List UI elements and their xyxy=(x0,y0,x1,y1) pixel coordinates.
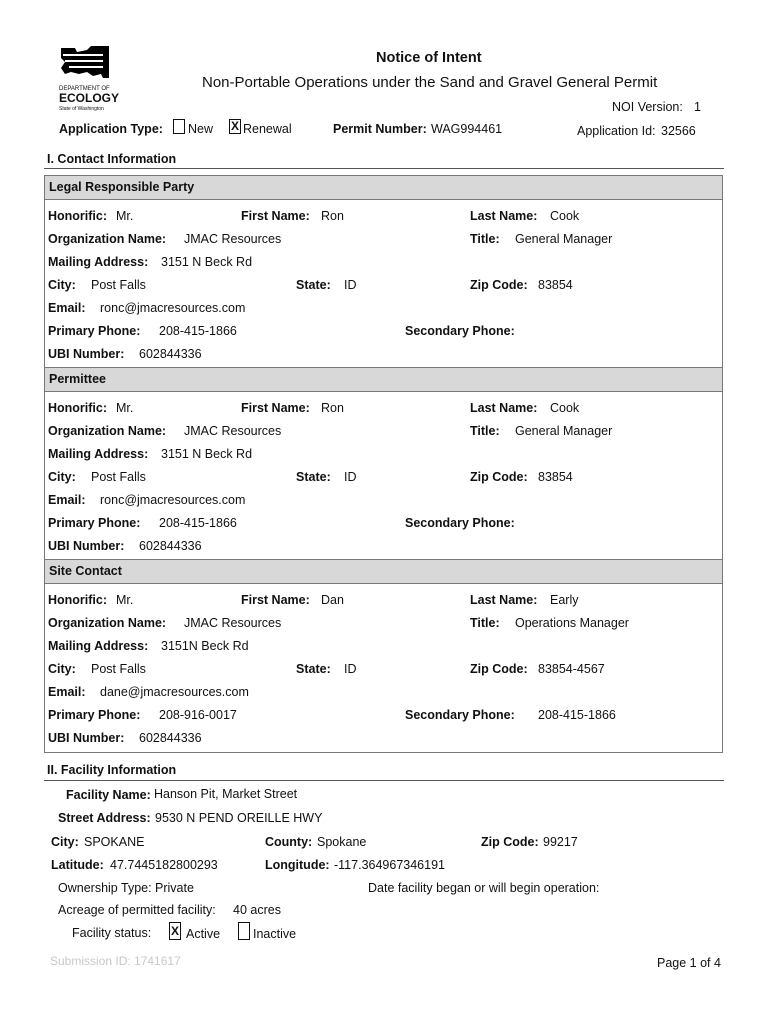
primary-phone-label: Primary Phone: xyxy=(48,516,141,530)
contact-block-permittee xyxy=(44,367,723,560)
ubi-label: UBI Number: xyxy=(48,347,125,361)
application-type-label: Application Type: xyxy=(59,122,163,136)
first-name-label: First Name: xyxy=(241,209,310,223)
acreage-label: Acreage of permitted facility: xyxy=(58,903,216,917)
noi-version-value: 1 xyxy=(694,100,701,114)
primary-phone-value: 208-415-1866 xyxy=(159,516,237,530)
application-id-value: 32566 xyxy=(661,124,696,138)
permit-number-value: WAG994461 xyxy=(431,122,503,136)
ubi-value: 602844336 xyxy=(139,539,202,553)
type-new-checkbox[interactable] xyxy=(173,119,185,134)
document-title: Notice of Intent xyxy=(376,50,482,66)
state-label: State: xyxy=(296,662,331,676)
mailing-label: Mailing Address: xyxy=(48,447,149,461)
email-label: Email: xyxy=(48,685,86,699)
primary-phone-value: 208-415-1866 xyxy=(159,324,237,338)
county-value: Spokane xyxy=(317,835,367,849)
honorific-label: Honorific: xyxy=(48,401,108,415)
application-id-label: Application Id: xyxy=(577,124,656,138)
last-name-label: Last Name: xyxy=(470,401,538,415)
status-active-label: Active xyxy=(186,927,221,941)
acreage-value: 40 acres xyxy=(233,903,281,917)
first-name-label: First Name: xyxy=(241,593,310,607)
organization-value: JMAC Resources xyxy=(184,424,282,438)
date-began-label: Date facility began or will begin operation: xyxy=(368,881,600,895)
state-label: State: xyxy=(296,278,331,292)
last-name-value: Cook xyxy=(550,209,580,223)
title-label: Title: xyxy=(470,232,500,246)
contact-block-site xyxy=(44,559,723,753)
city-value: Post Falls xyxy=(91,470,146,484)
status-active-checkbox[interactable]: X xyxy=(170,924,179,938)
first-name-value: Ron xyxy=(321,401,344,415)
zip-label: Zip Code: xyxy=(470,470,528,484)
noi-version-label: NOI Version: xyxy=(612,100,683,114)
primary-phone-label: Primary Phone: xyxy=(48,324,141,338)
longitude-label: Longitude: xyxy=(265,858,330,872)
state-value: ID xyxy=(344,278,357,292)
mailing-value: 3151 N Beck Rd xyxy=(161,255,253,269)
organization-label: Organization Name: xyxy=(48,232,167,246)
email-value: ronc@jmacresources.com xyxy=(100,493,246,507)
section-contact-title: I. Contact Information xyxy=(47,152,177,166)
mailing-label: Mailing Address: xyxy=(48,639,149,653)
mailing-value: 3151N Beck Rd xyxy=(161,639,249,653)
honorific-value: Mr. xyxy=(116,401,134,415)
latitude-label: Latitude: xyxy=(51,858,104,872)
last-name-value: Cook xyxy=(550,401,580,415)
state-label: State: xyxy=(296,470,331,484)
zip-value: 83854 xyxy=(538,278,573,292)
city-value: Post Falls xyxy=(91,278,146,292)
city-label: City: xyxy=(48,470,76,484)
ownership-label: Ownership Type: xyxy=(58,881,152,895)
mailing-label: Mailing Address: xyxy=(48,255,149,269)
zip-value: 83854-4567 xyxy=(538,662,605,676)
facility-city-label: City: xyxy=(51,835,79,849)
latitude-value: 47.7445182800293 xyxy=(110,858,218,872)
title-label: Title: xyxy=(470,616,500,630)
mailing-value: 3151 N Beck Rd xyxy=(161,447,253,461)
status-inactive-checkbox[interactable] xyxy=(238,922,250,940)
honorific-label: Honorific: xyxy=(48,593,108,607)
facility-zip-value: 99217 xyxy=(543,835,578,849)
organization-value: JMAC Resources xyxy=(184,616,282,630)
contact-block-heading xyxy=(45,368,722,392)
facility-name-label: Facility Name: xyxy=(66,788,151,802)
type-renewal-checkbox[interactable]: X xyxy=(230,119,239,133)
contact-block-heading xyxy=(45,176,722,200)
email-value: ronc@jmacresources.com xyxy=(100,301,246,315)
document-subtitle: Non-Portable Operations under the Sand and Gravel General Permit xyxy=(202,74,658,91)
honorific-label: Honorific: xyxy=(48,209,108,223)
contact-block-legal xyxy=(44,175,723,368)
facility-zip-label: Zip Code: xyxy=(481,835,539,849)
primary-phone-label: Primary Phone: xyxy=(48,708,141,722)
contact-heading-text: Site Contact xyxy=(49,564,122,578)
city-label: City: xyxy=(48,278,76,292)
type-renewal-label: Renewal xyxy=(243,122,292,136)
primary-phone-value: 208-916-0017 xyxy=(159,708,237,722)
svg-text:ECOLOGY: ECOLOGY xyxy=(59,91,120,105)
section-facility-title: II. Facility Information xyxy=(47,763,177,777)
first-name-label: First Name: xyxy=(241,401,310,415)
title-value: General Manager xyxy=(515,232,613,246)
longitude-value: -117.364967346191 xyxy=(334,858,445,872)
contact-heading-text: Permittee xyxy=(49,372,106,386)
facility-city-value: SPOKANE xyxy=(84,835,145,849)
svg-text:DEPARTMENT OF: DEPARTMENT OF xyxy=(59,86,110,92)
city-label: City: xyxy=(48,662,76,676)
ownership-value: Private xyxy=(155,881,194,895)
zip-label: Zip Code: xyxy=(470,278,528,292)
title-value: General Manager xyxy=(515,424,613,438)
zip-label: Zip Code: xyxy=(470,662,528,676)
street-address-label: Street Address: xyxy=(58,811,151,825)
email-label: Email: xyxy=(48,301,86,315)
email-label: Email: xyxy=(48,493,86,507)
ubi-value: 602844336 xyxy=(139,731,202,745)
facility-name-value: Hanson Pit, Market Street xyxy=(154,787,298,801)
secondary-phone-value: 208-415-1866 xyxy=(538,708,616,722)
last-name-label: Last Name: xyxy=(470,209,538,223)
organization-value: JMAC Resources xyxy=(184,232,282,246)
contact-heading-text: Legal Responsible Party xyxy=(49,180,195,194)
ubi-label: UBI Number: xyxy=(48,731,125,745)
email-value: dane@jmacresources.com xyxy=(100,685,249,699)
zip-value: 83854 xyxy=(538,470,573,484)
organization-label: Organization Name: xyxy=(48,616,167,630)
contact-block-heading xyxy=(45,560,722,584)
first-name-value: Dan xyxy=(321,593,344,607)
section-divider xyxy=(44,780,724,781)
state-value: ID xyxy=(344,662,357,676)
title-value: Operations Manager xyxy=(515,616,629,630)
honorific-value: Mr. xyxy=(116,209,134,223)
page-number: Page 1 of 4 xyxy=(657,956,721,970)
permit-number-label: Permit Number: xyxy=(333,122,427,136)
submission-id: Submission ID: 1741617 xyxy=(50,954,181,968)
ecology-logo xyxy=(57,44,123,118)
facility-status-label: Facility status: xyxy=(72,926,152,940)
title-label: Title: xyxy=(470,424,500,438)
last-name-label: Last Name: xyxy=(470,593,538,607)
ubi-label: UBI Number: xyxy=(48,539,125,553)
washington-state-map-icon xyxy=(57,44,123,118)
state-value: ID xyxy=(344,470,357,484)
secondary-phone-label: Secondary Phone: xyxy=(405,516,515,530)
street-address-value: 9530 N PEND OREILLE HWY xyxy=(155,811,323,825)
city-value: Post Falls xyxy=(91,662,146,676)
secondary-phone-label: Secondary Phone: xyxy=(405,324,515,338)
ubi-value: 602844336 xyxy=(139,347,202,361)
type-new-label: New xyxy=(188,122,214,136)
honorific-value: Mr. xyxy=(116,593,134,607)
status-inactive-label: Inactive xyxy=(253,927,297,941)
organization-label: Organization Name: xyxy=(48,424,167,438)
first-name-value: Ron xyxy=(321,209,344,223)
county-label: County: xyxy=(265,835,313,849)
section-divider xyxy=(44,168,724,169)
svg-text:State of Washington: State of Washington xyxy=(59,106,104,112)
last-name-value: Early xyxy=(550,593,579,607)
secondary-phone-label: Secondary Phone: xyxy=(405,708,515,722)
